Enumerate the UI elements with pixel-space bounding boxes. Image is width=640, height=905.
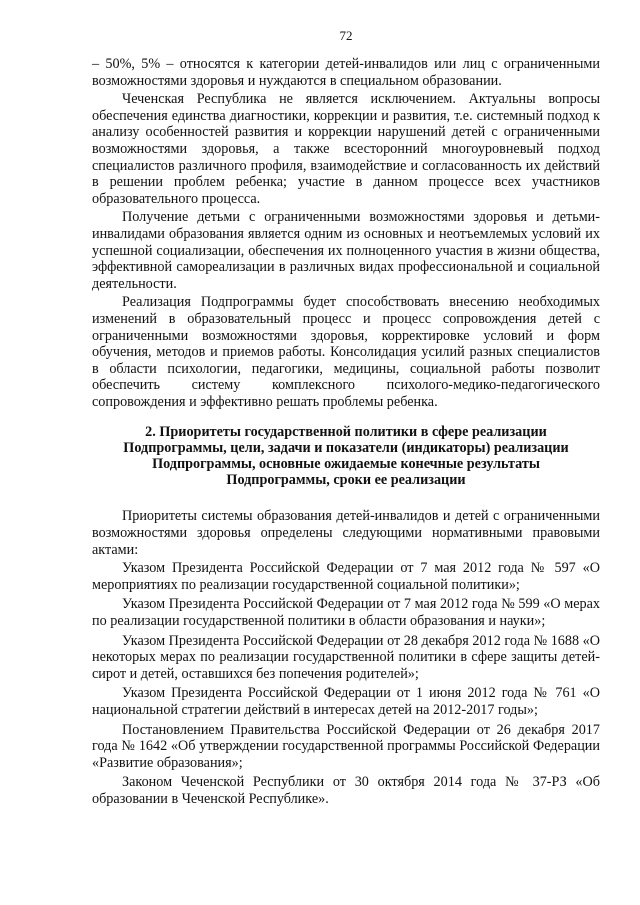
paragraph-priorities-intro: Приоритеты системы образования детей-инвалидов и детей с ограниченными возможностями здоровья определены следующими нормативными правовыми актами: [92, 508, 600, 558]
legal-act-item: Указом Президента Российской Федерации от 7 мая 2012 года № 599 «О мерах по реализации государственной политики в области образования и науки»; [92, 596, 600, 630]
legal-act-item: Указом Президента Российской Федерации от 28 декабря 2012 года № 1688 «О некоторых мерах по реализации государственной политики в сфере защиты детей-сирот и детей, оставшихся без попечения родителей»; [92, 632, 600, 682]
paragraph-continuation: – 50%, 5% – относятся к категории детей-инвалидов или лиц с ограниченными возможностями здоровья и нуждаются в специальном образовании. [92, 56, 600, 89]
legal-act-item: Указом Президента Российской Федерации от 1 июня 2012 года № 761 «О национальной стратегии действий в интересах детей на 2012-2017 годы»; [92, 685, 600, 718]
document-page [92, 28, 600, 811]
section-heading-line: 2. Приоритеты государственной политики в сфере реализации [145, 424, 547, 441]
paragraph-subprogram-implementation: Реализация Подпрограммы будет способствовать внесению необходимых изменений в образовательный процесс и процесс сопровождения детей с ограниченными возможностями здоровья, корректировке условий и форм обучения, методов и приемов работы. Консолидация усилий разных специалистов в области психологии, педагогики, медицины, социальной работы позволит обеспечить систему комплексного психолого-медико-педагогического сопровождения и эффективно решать проблемы ребенка. [92, 294, 600, 410]
section-heading [92, 424, 600, 488]
legal-acts-list [92, 560, 600, 807]
legal-act-item: Постановлением Правительства Российской Федерации от 26 декабря 2017 года № 1642 «Об утверждении государственной программы Российской Федерации «Развитие образования»; [92, 721, 600, 771]
section-spacer [92, 488, 600, 508]
section-heading-line: Подпрограммы, цели, задачи и показатели (индикаторы) реализации [123, 440, 569, 457]
page-number: 72 [339, 28, 353, 43]
legal-act-item: Законом Чеченской Республики от 30 октября 2014 года № 37-РЗ «Об образовании в Чеченской Республике». [92, 774, 600, 807]
paragraph-chechen-republic: Чеченская Республика не является исключением. Актуальны вопросы обеспечения единства диагностики, коррекции и развития, т.е. системный подход к анализу особенностей развития и коррекции нарушений детей с ограниченными возможностями здоровья, а также всесторонний многоуровневый подход специалистов различного профиля, взаимодействие и согласованность их действий в решении проблем ребенка; участие в данном процессе всех участников образовательного процесса. [92, 91, 600, 207]
paragraph-education-access: Получение детьми с ограниченными возможностями здоровья и детьми-инвалидами образования является одним из основных и неотъемлемых условий их успешной социализации, обеспечения их полноценного участия в жизни общества, эффективной самореализации в различных видах профессиональной и социальной деятельности. [92, 209, 600, 292]
legal-act-item: Указом Президента Российской Федерации от 7 мая 2012 года № 597 «О мероприятиях по реализации государственной социальной политики»; [92, 560, 600, 593]
section-heading-line: Подпрограммы, сроки ее реализации [226, 472, 466, 489]
section-heading-line: Подпрограммы, основные ожидаемые конечные результаты [152, 456, 540, 473]
